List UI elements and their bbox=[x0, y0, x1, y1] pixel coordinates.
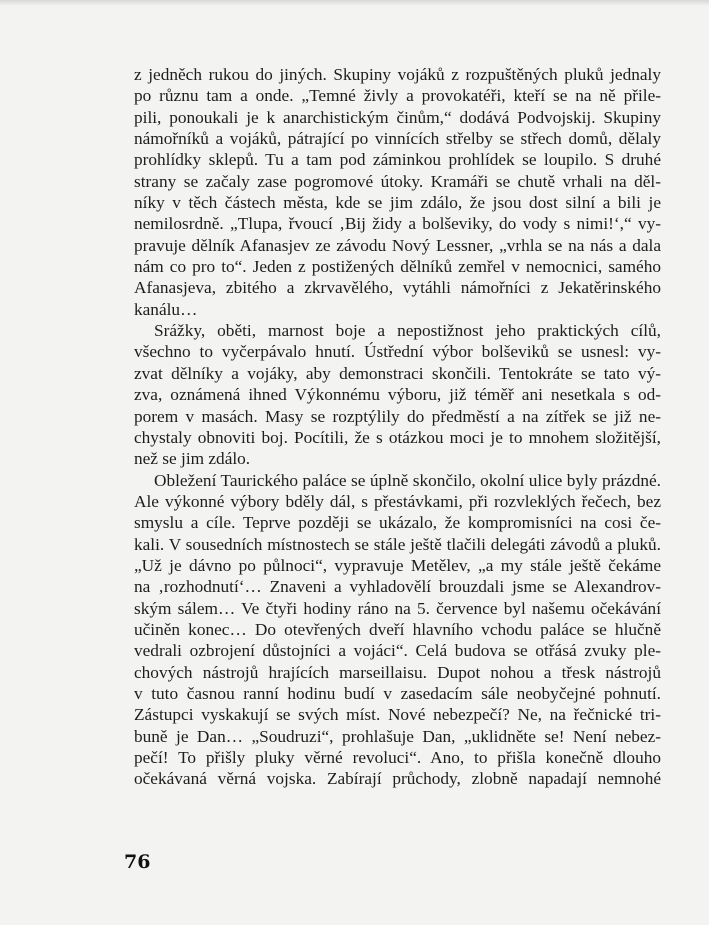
text-line: na ‚rozhodnutí‘… Znaveni a vyhladovělí brouzdali jsme se Alexandrov- bbox=[134, 577, 661, 597]
body-text bbox=[134, 64, 661, 790]
text-line: Obležení Taurického paláce se úplně skončilo, okolní ulice byly prázdné. bbox=[154, 470, 661, 490]
text-line: pečí! To přišly pluky věrné revoluci“. Ano, to přišla konečně dlouho bbox=[134, 748, 661, 767]
paragraph bbox=[134, 64, 661, 320]
text-line: všechno to vyčerpávalo hnutí. Ústřední výbor bolševiků se usnesl: vy- bbox=[134, 342, 661, 362]
text-line: než se jim zdálo. bbox=[134, 449, 251, 469]
text-line: chových nástrojů hrajících marseillaisu. Dupot nohou a třesk nástrojů bbox=[134, 662, 661, 682]
text-line: Zástupci vyskakují se svých míst. Nové nebezpečí? Ne, na řečnické tri- bbox=[134, 705, 661, 725]
text-line: po různu tam a onde. „Temné živly a provokatéři, kteří se na ně přile- bbox=[134, 86, 661, 106]
text-line: níky v těch částech města, kde se jim zdálo, že jsou dost silní a bili je bbox=[134, 193, 661, 213]
text-line: kali. V sousedních místnostech se stále ještě tlačili delegáti závodů a pluků. bbox=[134, 534, 661, 554]
page-number: 76 bbox=[124, 851, 151, 873]
text-line: zva, oznámená ihned Výkonnému výboru, již téměř ani nesetkala s od- bbox=[134, 385, 661, 405]
text-line: námořníků a vojáků, pátrající po vinnících střelby se střech domů, dělaly bbox=[134, 129, 661, 149]
paragraph bbox=[134, 470, 661, 790]
text-line: „Už je dávno po půlnoci“, vypravuje Metělev, „a my stále ještě čekáme bbox=[134, 555, 661, 575]
text-line: pili, ponoukali je k anarchistickým činům,“ dodává Podvojskij. Skupiny bbox=[134, 107, 661, 127]
text-line: nám co pro to“. Jeden z postižených dělníků zemřel v nemocnici, samého bbox=[134, 257, 661, 277]
text-line: prohlídky sklepů. Tu a tam pod záminkou prohlídek se loupilo. S druhé bbox=[134, 150, 661, 170]
text-line: Srážky, oběti, marnost boje a nepostižnost jeho praktických cílů, bbox=[154, 321, 661, 341]
text-line: Afanasjeva, zbitého a zkrvavělého, vytáhli námořníci z Jekatěrinského bbox=[134, 278, 661, 298]
text-line: nemilosrdně. „Tlupa, řvoucí ‚Bij židy a bolševiky, do vody s nimi!‘,“ vy- bbox=[134, 214, 661, 234]
text-line: chystaly obnoviti boj. Pocítili, že s otázkou moci je to mnohem složitější, bbox=[134, 427, 661, 447]
text-line: v tuto časnou ranní hodinu budí v zasedacím sále neobyčejné pohnutí. bbox=[134, 683, 661, 703]
text-line: očekávaná věrná vojska. Zabírají průchody, zlobně napadají nemnohé bbox=[134, 769, 661, 789]
paragraph bbox=[134, 320, 661, 469]
text-line: vedrali ozbrojení důstojníci a vojáci“. Celá budova se otřásá zvuky ple- bbox=[134, 641, 661, 661]
text-line: strany se začaly zase pogromové útoky. Kramáři se chutě vrhali na děl- bbox=[134, 171, 661, 191]
text-line: Ale výkonné výbory bděly dál, s přestávkami, při rozvleklých řečech, bez bbox=[134, 491, 661, 511]
page-top-edge bbox=[0, 0, 709, 6]
text-line: porem v masách. Masy se rozptýlily do předměstí a na zítřek se již ne- bbox=[134, 406, 661, 426]
text-line: učiněn konec… Do otevřených dveří hlavního vchodu paláce se hlučně bbox=[134, 619, 661, 639]
text-line: pravuje dělník Afanasjev ze závodu Nový Lessner, „vrhla se na nás a dala bbox=[134, 235, 661, 255]
text-line: kanálu… bbox=[134, 299, 198, 319]
text-line: ským sálem… Ve čtyři hodiny ráno na 5. července byl našemu očekávání bbox=[134, 598, 661, 618]
text-line: z jedněch rukou do jiných. Skupiny vojáků z rozpuštěných pluků jednaly bbox=[134, 65, 661, 84]
text-line: smyslu a cíle. Teprve později se ukázalo, že kompromisníci na cosi če- bbox=[134, 513, 661, 533]
text-line: buně je Dan… „Soudruzi“, prohlašuje Dan, „uklidněte se! Není nebez- bbox=[134, 726, 661, 746]
text-line: zvat dělníky a vojáky, aby demonstraci skončili. Tentokráte se tato vý- bbox=[134, 363, 661, 383]
